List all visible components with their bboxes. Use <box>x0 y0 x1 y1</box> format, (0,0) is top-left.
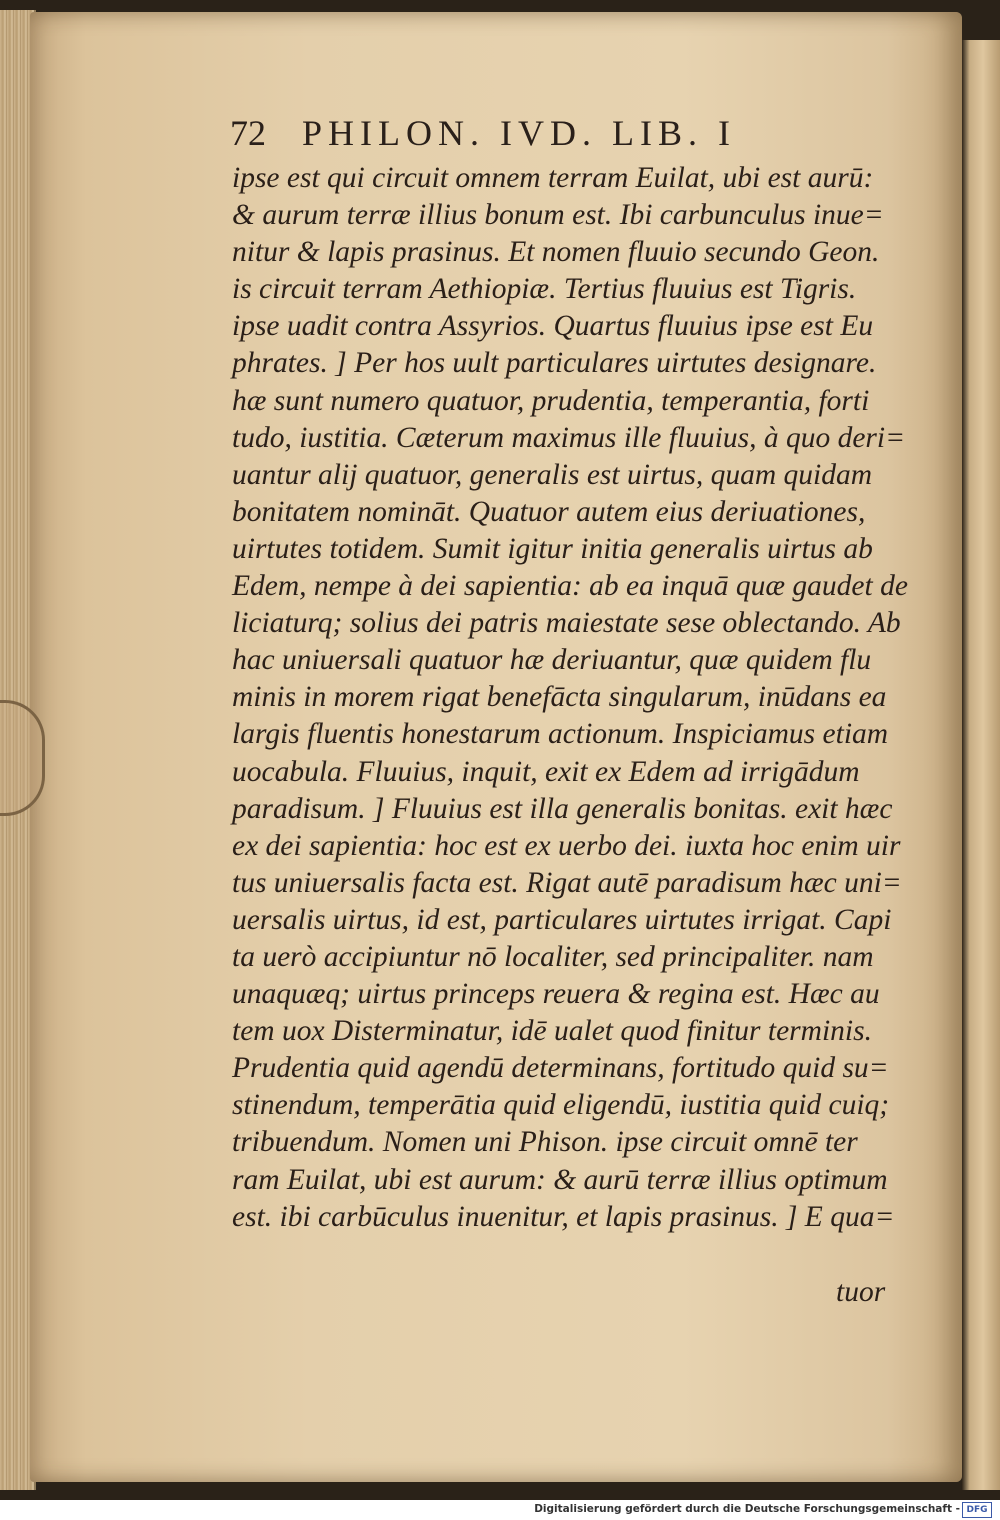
text-line: largis fluentis honestarum actionum. Inspiciamus etiam <box>232 718 889 751</box>
text-line: Prudentia quid agendū determinans, fortitudo quid su= <box>232 1052 889 1085</box>
text-line: liciaturq; solius dei patris maiestate sese oblectando. Ab <box>232 607 901 640</box>
text-line: phrates. ] Per hos uult particulares uirtutes designare. <box>232 347 877 380</box>
body-text <box>232 160 908 1236</box>
text-line: uirtutes totidem. Sumit igitur initia generalis uirtus ab <box>232 532 873 565</box>
text-line: Edem, nempe à dei sapientia: ab ea inquā quæ gaudet de <box>232 570 908 603</box>
text-line: bonitatem nomināt. Quatuor autem eius deriuationes, <box>232 495 866 528</box>
text-line: ta uerò accipiuntur nō localiter, sed principaliter. nam <box>232 940 874 973</box>
text-line: uantur alij quatuor, generalis est uirtus, quam quidam <box>232 458 873 491</box>
text-line: tudo, iustitia. Cæterum maximus ille fluuius, à quo deri= <box>232 421 906 454</box>
text-line: is circuit terram Aethiopiæ. Tertius fluuius est Tigris. <box>232 273 857 306</box>
right-page-edges <box>962 40 1000 1490</box>
text-line: uersalis uirtus, id est, particulares uirtutes irrigat. Capi <box>232 903 892 936</box>
text-line: unaquæq; uirtus princeps reuera & regina est. Hæc au <box>232 978 880 1011</box>
text-line: minis in morem rigat benefācta singularum, inūdans ea <box>232 681 887 714</box>
text-line: est. ibi carbūculus inuenitur, et lapis prasinus. ] E qua= <box>232 1200 895 1233</box>
text-line: uocabula. Fluuius, inquit, exit ex Edem ad irrigādum <box>232 755 860 788</box>
catchword: tuor <box>836 1276 886 1308</box>
text-line: hac uniuersali quatuor hæ deriuantur, quæ quidem flu <box>232 644 872 677</box>
text-line: hæ sunt numero quatuor, prudentia, temperantia, forti <box>232 384 870 417</box>
text-line: ipse uadit contra Assyrios. Quartus fluuius ipse est Eu <box>232 310 874 343</box>
running-title: PHILON. IVD. LIB. I <box>302 113 736 153</box>
text-line: nitur & lapis prasinus. Et nomen fluuio secundo Geon. <box>232 236 880 269</box>
text-line: tribuendum. Nomen uni Phison. ipse circuit omnē ter <box>232 1126 858 1159</box>
text-line: ipse est qui circuit omnem terram Euilat, ubi est aurū: <box>232 162 874 194</box>
digitization-credit: Digitalisierung gefördert durch die Deutsche Forschungsgemeinschaft - <box>534 1503 960 1515</box>
page-header <box>230 112 790 162</box>
text-line: stinendum, temperātia quid eligendū, iustitia quid cuiq; <box>232 1089 890 1122</box>
page-number: 72 <box>230 113 266 153</box>
text-line: tem uox Disterminatur, idē ualet quod finitur terminis. <box>232 1015 872 1048</box>
text-line: paradisum. ] Fluuius est illa generalis bonitas. exit hæc <box>232 792 893 825</box>
text-line: ram Euilat, ubi est aurum: & aurū terræ illius optimum <box>232 1163 888 1196</box>
text-line: ex dei sapientia: hoc est ex uerbo dei. iuxta hoc enim uir <box>232 829 901 862</box>
text-line: tus uniuersalis facta est. Rigat autē paradisum hæc uni= <box>232 866 902 899</box>
text-line: & aurum terræ illius bonum est. Ibi carbunculus inue= <box>232 199 884 232</box>
dfg-logo: DFG <box>962 1502 992 1518</box>
